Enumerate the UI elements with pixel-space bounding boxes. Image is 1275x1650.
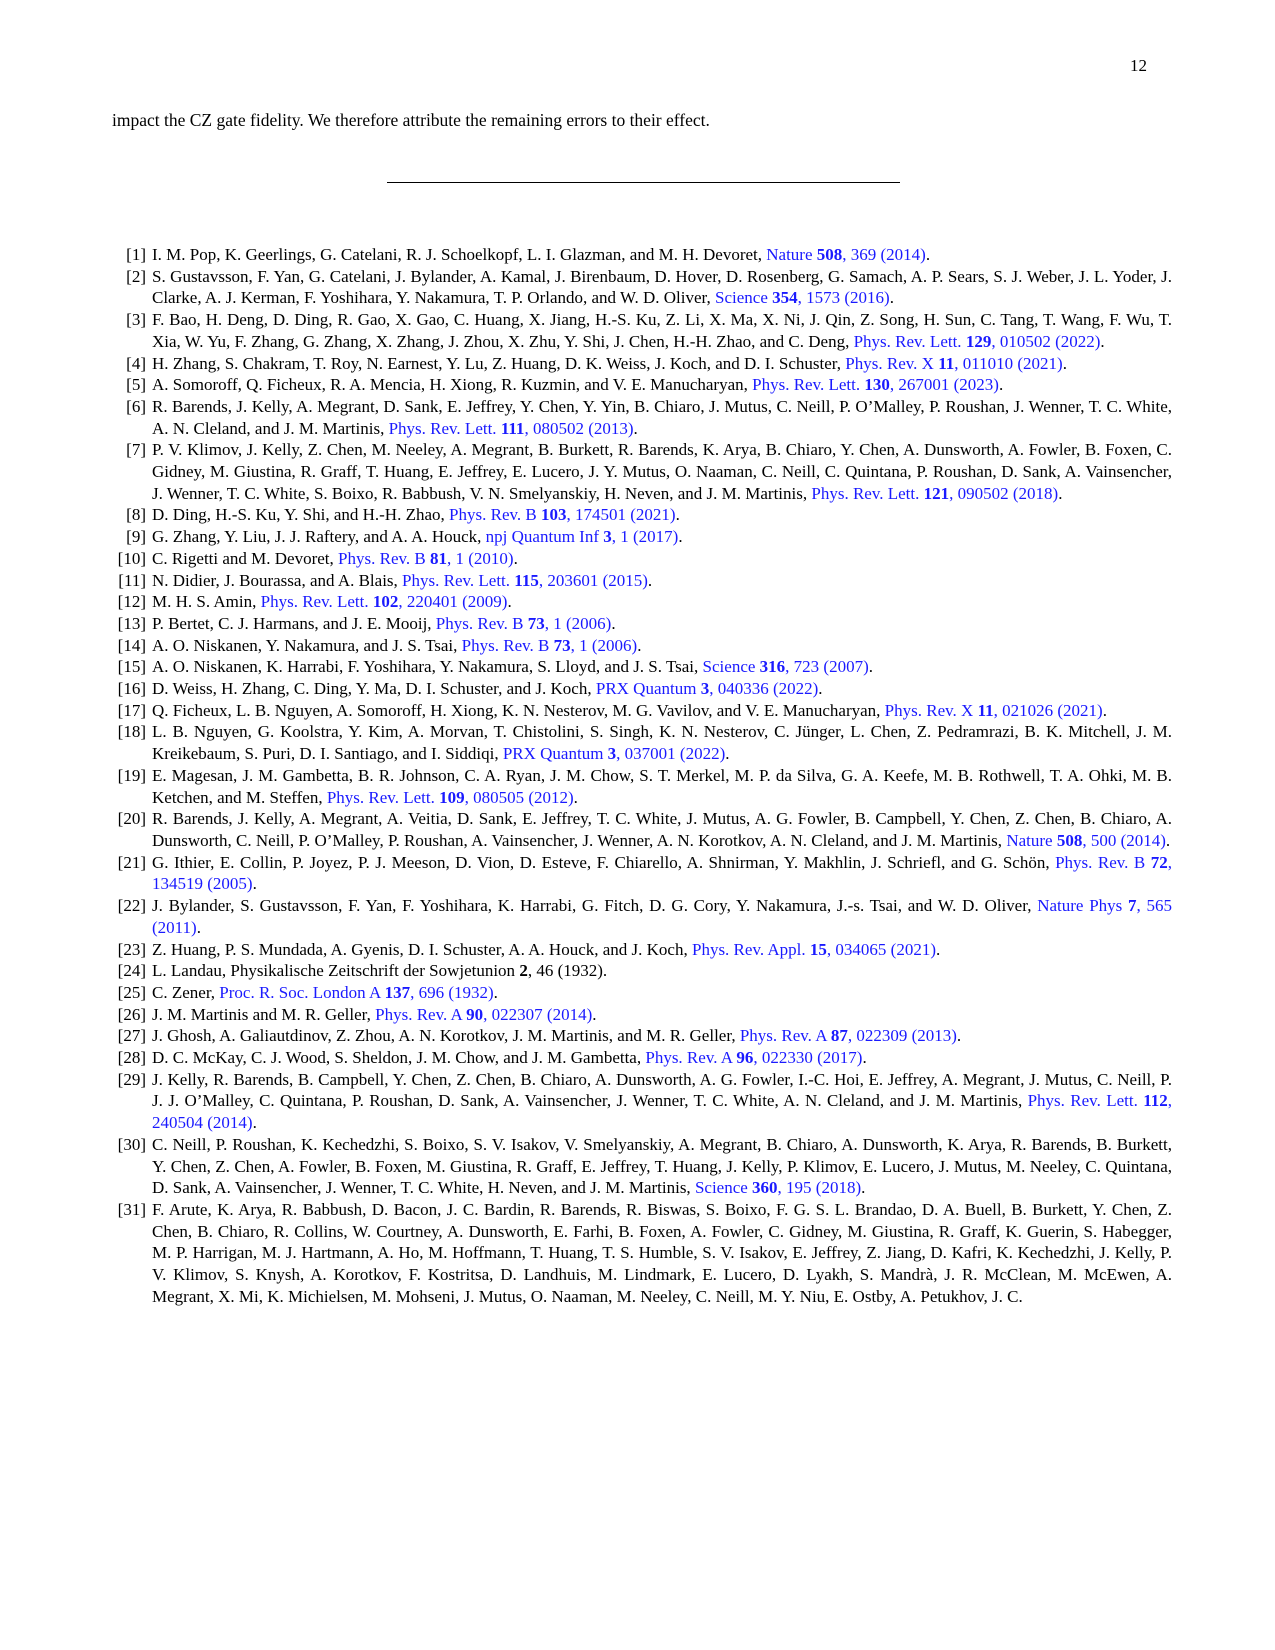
reference-authors: A. O. Niskanen, K. Harrabi, F. Yoshihara, Y. Nakamura, S. Lloyd, and J. S. Tsai, xyxy=(152,657,699,677)
reference-trail: . xyxy=(675,505,680,525)
reference-journal: Phys. Rev. Lett. xyxy=(853,331,962,351)
reference-volume: 354 xyxy=(772,288,798,308)
reference-trail: . xyxy=(678,527,683,547)
reference-item xyxy=(112,1134,1172,1199)
reference-number: [6] xyxy=(126,396,146,416)
reference-pages: , 1 (2006) xyxy=(570,635,638,655)
reference-volume: 3 xyxy=(700,679,710,699)
reference-authors: A. O. Niskanen, Y. Nakamura, and J. S. Tsai, xyxy=(152,635,458,655)
reference-journal: Phys. Rev. B xyxy=(449,505,537,525)
reference-item xyxy=(112,548,1172,570)
reference-authors: E. Magesan, J. M. Gambetta, B. R. Johnson, C. A. Ryan, J. M. Chow, S. T. Merkel, M. P. da Silva, G. A. Keefe, M. B. Rothwell, T. A. Ohki, M. B. Ketchen, and M. Steffen, xyxy=(152,765,1172,807)
reference-journal: Science xyxy=(715,288,768,308)
reference-number: [19] xyxy=(117,765,146,785)
reference-trail: . xyxy=(252,1113,257,1133)
reference-trail: . xyxy=(956,1026,962,1046)
reference-number: [11] xyxy=(118,570,146,590)
reference-text xyxy=(152,939,1172,961)
reference-authors: D. C. McKay, C. J. Wood, S. Sheldon, J. M. Chow, and J. M. Gambetta, xyxy=(152,1048,642,1068)
reference-pages: , 021026 (2021) xyxy=(993,700,1103,720)
reference-item xyxy=(112,591,1172,613)
reference-number: [2] xyxy=(126,266,146,286)
reference-authors: J. Bylander, S. Gustavsson, F. Yan, F. Yoshihara, K. Harrabi, G. Fitch, D. G. Cory, Y. Nakamura, J.-s. Tsai, and W. D. Oliver, xyxy=(152,896,1032,916)
reference-link[interactable] xyxy=(338,549,514,568)
reference-text xyxy=(152,700,1172,722)
reference-item xyxy=(112,939,1172,961)
reference-text xyxy=(152,960,1172,982)
reference-text xyxy=(152,982,1172,1004)
reference-item xyxy=(112,266,1172,309)
reference-trail: . xyxy=(868,657,873,677)
reference-pages: , 1 (2010) xyxy=(446,548,514,568)
reference-volume: 15 xyxy=(809,939,827,959)
reference-trail: . xyxy=(861,1178,866,1198)
reference-number: [13] xyxy=(117,613,146,633)
reference-link[interactable] xyxy=(692,940,936,959)
reference-item xyxy=(112,526,1172,548)
reference-text xyxy=(152,765,1172,808)
reference-link[interactable] xyxy=(486,527,679,546)
reference-item xyxy=(112,656,1172,678)
reference-trail: . xyxy=(925,245,931,264)
page-number: 12 xyxy=(1130,56,1147,75)
reference-trail: . xyxy=(1100,331,1105,351)
reference-pages: , 46 (1932). xyxy=(527,961,608,981)
reference-authors: C. Zener, xyxy=(152,982,216,1002)
reference-item xyxy=(112,765,1172,808)
reference-pages: , 022307 (2014) xyxy=(483,1004,593,1024)
reference-item xyxy=(112,570,1172,592)
reference-authors: S. Gustavsson, F. Yan, G. Catelani, J. Bylander, A. Kamal, J. Birenbaum, D. Hover, D. Rosenberg, G. Samach, A. P. Sears, S. J. Weber, J. L. Yoder, J. Clarke, A. J. Kerman, F. Yoshihara, Y. Nakamura, T. P. Orlando, and W. D. Oliver, xyxy=(152,266,1172,308)
reference-journal: Phys. Rev. B xyxy=(338,548,426,568)
reference-pages: , 022309 (2013) xyxy=(847,1026,957,1046)
reference-item xyxy=(112,678,1172,700)
reference-pages: , 369 (2014) xyxy=(842,245,926,264)
reference-number: [24] xyxy=(117,961,146,981)
reference-link[interactable] xyxy=(389,419,634,438)
reference-text xyxy=(152,613,1172,635)
reference-link[interactable] xyxy=(811,484,1058,503)
reference-text xyxy=(152,1004,1172,1026)
reference-authors: D. Weiss, H. Zhang, C. Ding, Y. Ma, D. I. Schuster, and J. Koch, xyxy=(152,679,592,699)
reference-volume: 111 xyxy=(500,418,525,438)
reference-trail: . xyxy=(1058,483,1063,503)
reference-trail: . xyxy=(889,288,894,308)
reference-link[interactable] xyxy=(1006,831,1166,850)
reference-journal: npj Quantum Inf xyxy=(485,527,599,547)
reference-authors: P. Bertet, C. J. Harmans, and J. E. Mooij, xyxy=(152,613,432,633)
reference-journal: Phys. Rev. A xyxy=(375,1004,462,1024)
reference-authors: Q. Ficheux, L. B. Nguyen, A. Somoroff, H. Xiong, K. N. Nesterov, M. G. Vavilov, and V. E. Manucharyan, xyxy=(152,700,881,720)
reference-trail: . xyxy=(196,917,201,937)
reference-number: [5] xyxy=(126,375,146,395)
reference-link[interactable] xyxy=(766,245,926,264)
reference-item xyxy=(112,895,1172,938)
reference-pages: , 1 (2006) xyxy=(544,613,612,633)
reference-link[interactable] xyxy=(854,332,1101,351)
reference-text xyxy=(152,1025,1172,1047)
reference-link[interactable] xyxy=(715,288,890,307)
reference-item xyxy=(112,808,1172,851)
reference-link[interactable] xyxy=(645,1048,862,1067)
reference-trail: . xyxy=(573,787,578,807)
reference-volume: 115 xyxy=(514,570,539,590)
reference-volume: 112 xyxy=(1143,1091,1168,1111)
reference-journal: Phys. Rev. B xyxy=(461,635,550,655)
reference-journal: Nature xyxy=(766,245,813,264)
reference-journal: Proc. R. Soc. London A xyxy=(219,982,381,1002)
reference-pages: , 011010 (2021) xyxy=(954,353,1063,373)
reference-link[interactable] xyxy=(261,592,508,611)
reference-pages: , 1 (2017) xyxy=(611,527,679,547)
reference-journal: PRX Quantum xyxy=(595,679,697,699)
reference-volume: 137 xyxy=(384,982,411,1002)
reference-volume: 73 xyxy=(527,613,545,633)
reference-link[interactable] xyxy=(462,636,638,655)
reference-text xyxy=(152,591,1172,613)
reference-volume: 2 xyxy=(519,961,528,981)
reference-text xyxy=(152,1134,1172,1199)
reference-number: [20] xyxy=(117,809,146,829)
reference-item xyxy=(112,635,1172,657)
reference-trail: . xyxy=(1165,830,1171,850)
reference-pages: , 037001 (2022) xyxy=(616,744,726,764)
reference-item xyxy=(112,244,1172,266)
reference-pages: , 080505 (2012) xyxy=(464,787,574,807)
reference-link[interactable] xyxy=(885,701,1103,720)
reference-journal: Phys. Rev. Lett. xyxy=(260,592,369,612)
reference-journal: Phys. Rev. Lett. xyxy=(811,483,920,503)
reference-authors: L. Landau, Physikalische Zeitschrift der Sowjetunion xyxy=(152,961,516,981)
reference-number: [31] xyxy=(117,1199,146,1219)
reference-authors: J. M. Martinis and M. R. Geller, xyxy=(152,1004,371,1024)
reference-authors: C. Rigetti and M. Devoret, xyxy=(152,548,334,568)
reference-journal: Phys. Rev. X xyxy=(884,700,974,720)
reference-authors: J. Ghosh, A. Galiautdinov, Z. Zhou, A. N. Korotkov, J. M. Martinis, and M. R. Geller, xyxy=(152,1026,736,1046)
reference-trail: . xyxy=(513,548,518,568)
reference-text xyxy=(152,374,1172,396)
reference-journal: Phys. Rev. B xyxy=(1055,852,1146,872)
reference-trail: . xyxy=(493,982,498,1002)
reference-authors: P. V. Klimov, J. Kelly, Z. Chen, M. Neeley, A. Megrant, B. Burkett, R. Barends, K. Arya, B. Chiaro, Y. Chen, A. Dunsworth, A. Fowler, B. Foxen, C. Gidney, M. Giustina, R. Graff, T. Huang, E. Jeffrey, E. Lucero, J. Y. Mutus, O. Naaman, C. Neill, C. Quintana, P. Roushan, D. Sank, A. Vainsencher, J. Wenner, T. C. White, S. Boixo, R. Babbush, V. N. Smelyanskiy, H. Neven, and J. M. Martinis, xyxy=(152,440,1172,503)
reference-link[interactable] xyxy=(752,375,999,394)
section-rule xyxy=(387,182,900,183)
reference-text xyxy=(152,353,1172,375)
reference-link[interactable] xyxy=(219,983,493,1002)
reference-pages: , 1573 (2016) xyxy=(797,288,890,308)
reference-trail: . xyxy=(637,635,642,655)
reference-volume: 508 xyxy=(816,245,843,264)
reference-authors: L. B. Nguyen, G. Koolstra, Y. Kim, A. Morvan, T. Chistolini, S. Singh, K. N. Nesterov, C. Jünger, L. Chen, Z. Pedramrazi, B. K. Mitchell, J. M. Kreikebaum, S. Puri, D. I. Santiago, and I. Siddiqi, xyxy=(152,722,1172,764)
reference-trail: . xyxy=(592,1004,597,1024)
reference-number: [4] xyxy=(126,353,146,373)
reference-text xyxy=(152,852,1172,895)
reference-item xyxy=(112,1069,1172,1134)
reference-authors: A. Somoroff, Q. Ficheux, R. A. Mencia, H. Xiong, R. Kuzmin, and V. E. Manucharyan, xyxy=(152,375,748,395)
reference-number: [14] xyxy=(117,635,146,655)
lead-text: impact the CZ gate fidelity. We therefore attribute the remaining errors to their effect. xyxy=(112,110,710,130)
reference-authors: Z. Huang, P. S. Mundada, A. Gyenis, D. I. Schuster, A. A. Houck, and J. Koch, xyxy=(152,939,688,959)
reference-link[interactable] xyxy=(695,1178,861,1197)
reference-link[interactable] xyxy=(740,1026,957,1045)
reference-item xyxy=(112,439,1172,504)
reference-item xyxy=(112,353,1172,375)
reference-text xyxy=(152,526,1172,548)
reference-authors: I. M. Pop, K. Geerlings, G. Catelani, R. J. Schoelkopf, L. I. Glazman, and M. H. Devoret, xyxy=(152,245,762,264)
reference-journal: Phys. Rev. Lett. xyxy=(402,570,511,590)
reference-pages: , 034065 (2021) xyxy=(826,939,936,959)
reference-item xyxy=(112,1025,1172,1047)
reference-text xyxy=(152,570,1172,592)
reference-volume: 109 xyxy=(439,787,465,807)
reference-item xyxy=(112,374,1172,396)
reference-trail: . xyxy=(862,1048,867,1068)
reference-volume: 3 xyxy=(607,744,617,764)
reference-pages: , 565 (2011) xyxy=(152,896,1173,937)
reference-volume: 360 xyxy=(752,1178,778,1198)
reference-pages: , 195 (2018) xyxy=(777,1178,862,1198)
reference-authors: C. Neill, P. Roushan, K. Kechedzhi, S. Boixo, S. V. Isakov, V. Smelyanskiy, A. Megrant, B. Chiaro, A. Dunsworth, K. Arya, R. Barends, B. Burkett, Y. Chen, Z. Chen, A. Fowler, B. Foxen, M. Giustina, R. Graff, E. Jeffrey, T. Huang, J. Kelly, P. Klimov, E. Lucero, J. Mutus, M. Neeley, C. Quintana, D. Sank, A. Vainsencher, J. Wenner, T. C. White, H. Neven, and J. M. Martinis, xyxy=(152,1134,1172,1198)
reference-trail: . xyxy=(1102,700,1107,720)
reference-text xyxy=(152,656,1172,678)
reference-item xyxy=(112,396,1172,439)
reference-volume: 81 xyxy=(429,548,447,568)
reference-number: [27] xyxy=(117,1026,146,1046)
reference-pages: , 040336 (2022) xyxy=(709,679,819,699)
reference-journal: Nature xyxy=(1006,830,1053,850)
reference-text xyxy=(152,1069,1172,1134)
reference-pages: , 010502 (2022) xyxy=(991,331,1101,351)
reference-trail: . xyxy=(935,939,941,959)
reference-text xyxy=(152,1199,1172,1308)
reference-text xyxy=(152,266,1172,309)
reference-trail: . xyxy=(998,375,1004,395)
reference-text xyxy=(152,808,1172,851)
reference-trail: . xyxy=(633,418,638,438)
reference-pages: , 134519 (2005) xyxy=(152,852,1172,894)
reference-pages: , 220401 (2009) xyxy=(398,592,508,612)
reference-volume: 11 xyxy=(977,700,994,720)
reference-text xyxy=(152,309,1172,352)
reference-number: [3] xyxy=(126,310,146,330)
reference-trail: . xyxy=(725,744,730,764)
reference-volume: 87 xyxy=(830,1026,848,1046)
reference-link[interactable] xyxy=(845,354,1062,373)
reference-pages: , 240504 (2014) xyxy=(152,1091,1173,1133)
reference-item xyxy=(112,960,1172,982)
reference-journal: Phys. Rev. Lett. xyxy=(1027,1091,1138,1111)
reference-number: [23] xyxy=(117,939,146,959)
reference-authors: D. Ding, H.-S. Ku, Y. Shi, and H.-H. Zhao, xyxy=(152,505,445,525)
reference-link[interactable] xyxy=(503,744,725,763)
reference-journal: Nature Phys xyxy=(1037,896,1123,916)
reference-number: [16] xyxy=(117,679,146,699)
reference-authors: F. Bao, H. Deng, D. Ding, R. Gao, X. Gao, C. Huang, X. Jiang, H.-S. Ku, Z. Li, X. Ma, X. Ni, J. Qin, Z. Song, H. Sun, C. Tang, T. Wang, F. Wu, T. Xia, W. Yu, F. Zhang, G. Zhang, X. Zhang, J. Zhou, X. Zhu, Y. Shi, J. Chen, H.-H. Zhao, and C. Deng, xyxy=(152,310,1172,351)
reference-journal: Phys. Rev. Lett. xyxy=(388,418,497,438)
reference-volume: 72 xyxy=(1150,852,1168,872)
reference-number: [8] xyxy=(126,505,146,525)
reference-volume: 7 xyxy=(1128,896,1137,916)
reference-trail: . xyxy=(818,679,823,699)
reference-volume: 11 xyxy=(938,353,955,373)
reference-text xyxy=(152,439,1172,504)
reference-number: [9] xyxy=(126,527,146,547)
reference-journal: Science xyxy=(694,1178,748,1198)
reference-text xyxy=(152,635,1172,657)
reference-trail: . xyxy=(647,570,653,590)
reference-number: [12] xyxy=(117,592,146,612)
reference-trail: . xyxy=(507,592,512,612)
reference-journal: Phys. Rev. Lett. xyxy=(326,787,435,807)
reference-volume: 90 xyxy=(466,1004,484,1024)
reference-text xyxy=(152,396,1172,439)
reference-number: [22] xyxy=(117,896,146,916)
reference-pages: , 723 (2007) xyxy=(785,657,869,677)
reference-authors: H. Zhang, S. Chakram, T. Roy, N. Earnest, Y. Lu, Z. Huang, D. K. Weiss, J. Koch, and D. I. Schuster, xyxy=(152,353,842,373)
reference-list xyxy=(112,244,1172,1307)
reference-authors: N. Didier, J. Bourassa, and A. Blais, xyxy=(152,570,398,590)
reference-authors: G. Zhang, Y. Liu, J. J. Raftery, and A. A. Houck, xyxy=(152,527,482,547)
reference-item xyxy=(112,504,1172,526)
reference-authors: R. Barends, J. Kelly, A. Megrant, D. Sank, E. Jeffrey, Y. Chen, Y. Yin, B. Chiaro, J. Mutus, C. Neill, P. O’Malley, P. Roushan, J. Wenner, T. C. White, A. N. Cleland, and J. M. Martinis, xyxy=(152,396,1172,438)
reference-authors: G. Ithier, E. Collin, P. Joyez, P. J. Meeson, D. Vion, D. Esteve, F. Chiarello, A. Shnirman, Y. Makhlin, J. Schriefl, and G. Schön, xyxy=(152,852,1050,872)
reference-authors: R. Barends, J. Kelly, A. Megrant, A. Veitia, D. Sank, E. Jeffrey, T. C. White, J. Mutus, A. G. Fowler, B. Campbell, Y. Chen, Z. Chen, B. Chiaro, A. Dunsworth, C. Neill, P. O’Malley, P. Roushan, A. Vainsencher, J. Wenner, A. N. Korotkov, A. N. Cleland, and J. M. Martinis, xyxy=(152,809,1172,850)
reference-pages: , 090502 (2018) xyxy=(949,483,1059,503)
reference-volume: 73 xyxy=(553,635,571,655)
reference-number: [28] xyxy=(117,1048,146,1068)
reference-volume: 102 xyxy=(372,592,399,612)
reference-item xyxy=(112,700,1172,722)
reference-number: [15] xyxy=(117,657,146,677)
reference-pages: , 267001 (2023) xyxy=(889,375,999,395)
reference-pages: , 080502 (2013) xyxy=(524,418,634,438)
reference-item xyxy=(112,1199,1172,1308)
reference-journal: PRX Quantum xyxy=(502,744,604,764)
reference-link[interactable] xyxy=(703,657,869,676)
reference-trail: . xyxy=(611,613,616,633)
reference-number: [26] xyxy=(117,1004,146,1024)
reference-number: [17] xyxy=(117,700,146,720)
reference-volume: 316 xyxy=(759,657,786,677)
reference-journal: Phys. Rev. A xyxy=(645,1048,733,1068)
reference-journal: Phys. Rev. Lett. xyxy=(752,375,861,395)
reference-authors: J. Kelly, R. Barends, B. Campbell, Y. Chen, Z. Chen, B. Chiaro, A. Dunsworth, A. G. Fowler, I.-C. Hoi, E. Jeffrey, A. Megrant, J. Mutus, C. Neill, P. J. J. O’Malley, C. Quintana, P. Roushan, D. Sank, A. Vainsencher, J. Wenner, T. C. White, A. N. Cleland, and J. M. Martinis, xyxy=(152,1069,1172,1111)
reference-number: [21] xyxy=(117,852,146,872)
reference-item xyxy=(112,613,1172,635)
reference-link[interactable] xyxy=(596,679,818,698)
reference-number: [18] xyxy=(117,722,146,742)
reference-pages: , 174501 (2021) xyxy=(566,505,676,525)
reference-trail: . xyxy=(1062,353,1067,373)
reference-volume: 121 xyxy=(923,483,950,503)
reference-pages: , 696 (1932) xyxy=(410,982,494,1002)
reference-pages: , 022330 (2017) xyxy=(753,1048,863,1068)
reference-volume: 130 xyxy=(864,375,890,395)
reference-text xyxy=(152,504,1172,526)
reference-pages: , 203601 (2015) xyxy=(538,570,648,590)
reference-volume: 3 xyxy=(603,527,612,547)
reference-volume: 96 xyxy=(736,1048,754,1068)
reference-journal: Science xyxy=(702,657,756,677)
reference-number: [25] xyxy=(117,982,146,1002)
reference-link[interactable] xyxy=(402,571,648,590)
reference-volume: 129 xyxy=(965,331,992,351)
reference-number: [7] xyxy=(126,440,146,460)
reference-link[interactable] xyxy=(436,614,612,633)
reference-link[interactable] xyxy=(449,505,676,524)
reference-number: [10] xyxy=(117,548,146,568)
reference-text xyxy=(152,678,1172,700)
reference-item xyxy=(112,1047,1172,1069)
reference-item xyxy=(112,982,1172,1004)
reference-text xyxy=(152,548,1172,570)
reference-text xyxy=(152,721,1172,764)
reference-pages: , 500 (2014) xyxy=(1082,830,1166,850)
reference-number: [1] xyxy=(126,245,146,264)
reference-link[interactable] xyxy=(327,788,574,807)
reference-journal: Phys. Rev. A xyxy=(739,1026,827,1046)
reference-text xyxy=(152,244,1172,266)
reference-item xyxy=(112,309,1172,352)
reference-text xyxy=(152,895,1172,938)
reference-journal: Phys. Rev. X xyxy=(845,353,934,373)
reference-number: [29] xyxy=(117,1069,146,1089)
reference-trail: . xyxy=(252,874,257,894)
reference-journal: Phys. Rev. Appl. xyxy=(691,939,806,959)
reference-item xyxy=(112,852,1172,895)
reference-item xyxy=(112,721,1172,764)
reference-volume: 508 xyxy=(1056,830,1083,850)
reference-link[interactable] xyxy=(375,1005,592,1024)
reference-volume: 103 xyxy=(540,505,567,525)
reference-item xyxy=(112,1004,1172,1026)
reference-number: [30] xyxy=(117,1134,146,1154)
reference-authors: F. Arute, K. Arya, R. Babbush, D. Bacon, J. C. Bardin, R. Barends, R. Biswas, S. Boixo, F. G. S. L. Brandao, D. A. Buell, B. Burkett, Y. Chen, Z. Chen, B. Chiaro, R. Collins, W. Courtney, A. Dunsworth, E. Farhi, B. Foxen, A. Fowler, C. Gidney, M. Giustina, R. Graff, K. Guerin, S. Habegger, M. P. Harrigan, M. J. Hartmann, A. Ho, M. Hoffmann, T. Huang, T. S. Humble, S. V. Isakov, E. Jeffrey, Z. Jiang, D. Kafri, K. Kechedzhi, J. Kelly, P. V. Klimov, S. Knysh, A. Korotkov, F. Kostritsa, D. Landhuis, M. Lindmark, E. Lucero, D. Lyakh, S. Mandrà, J. R. McClean, M. McEwen, A. Megrant, X. Mi, K. Michielsen, M. Mohseni, J. Mutus, O. Naaman, M. Neeley, C. Neill, M. Y. Niu, E. Ostby, A. Petukhov, J. C. xyxy=(152,1199,1172,1306)
reference-journal: Phys. Rev. B xyxy=(435,613,524,633)
reference-text xyxy=(152,1047,1172,1069)
reference-authors: M. H. S. Amin, xyxy=(152,592,257,612)
